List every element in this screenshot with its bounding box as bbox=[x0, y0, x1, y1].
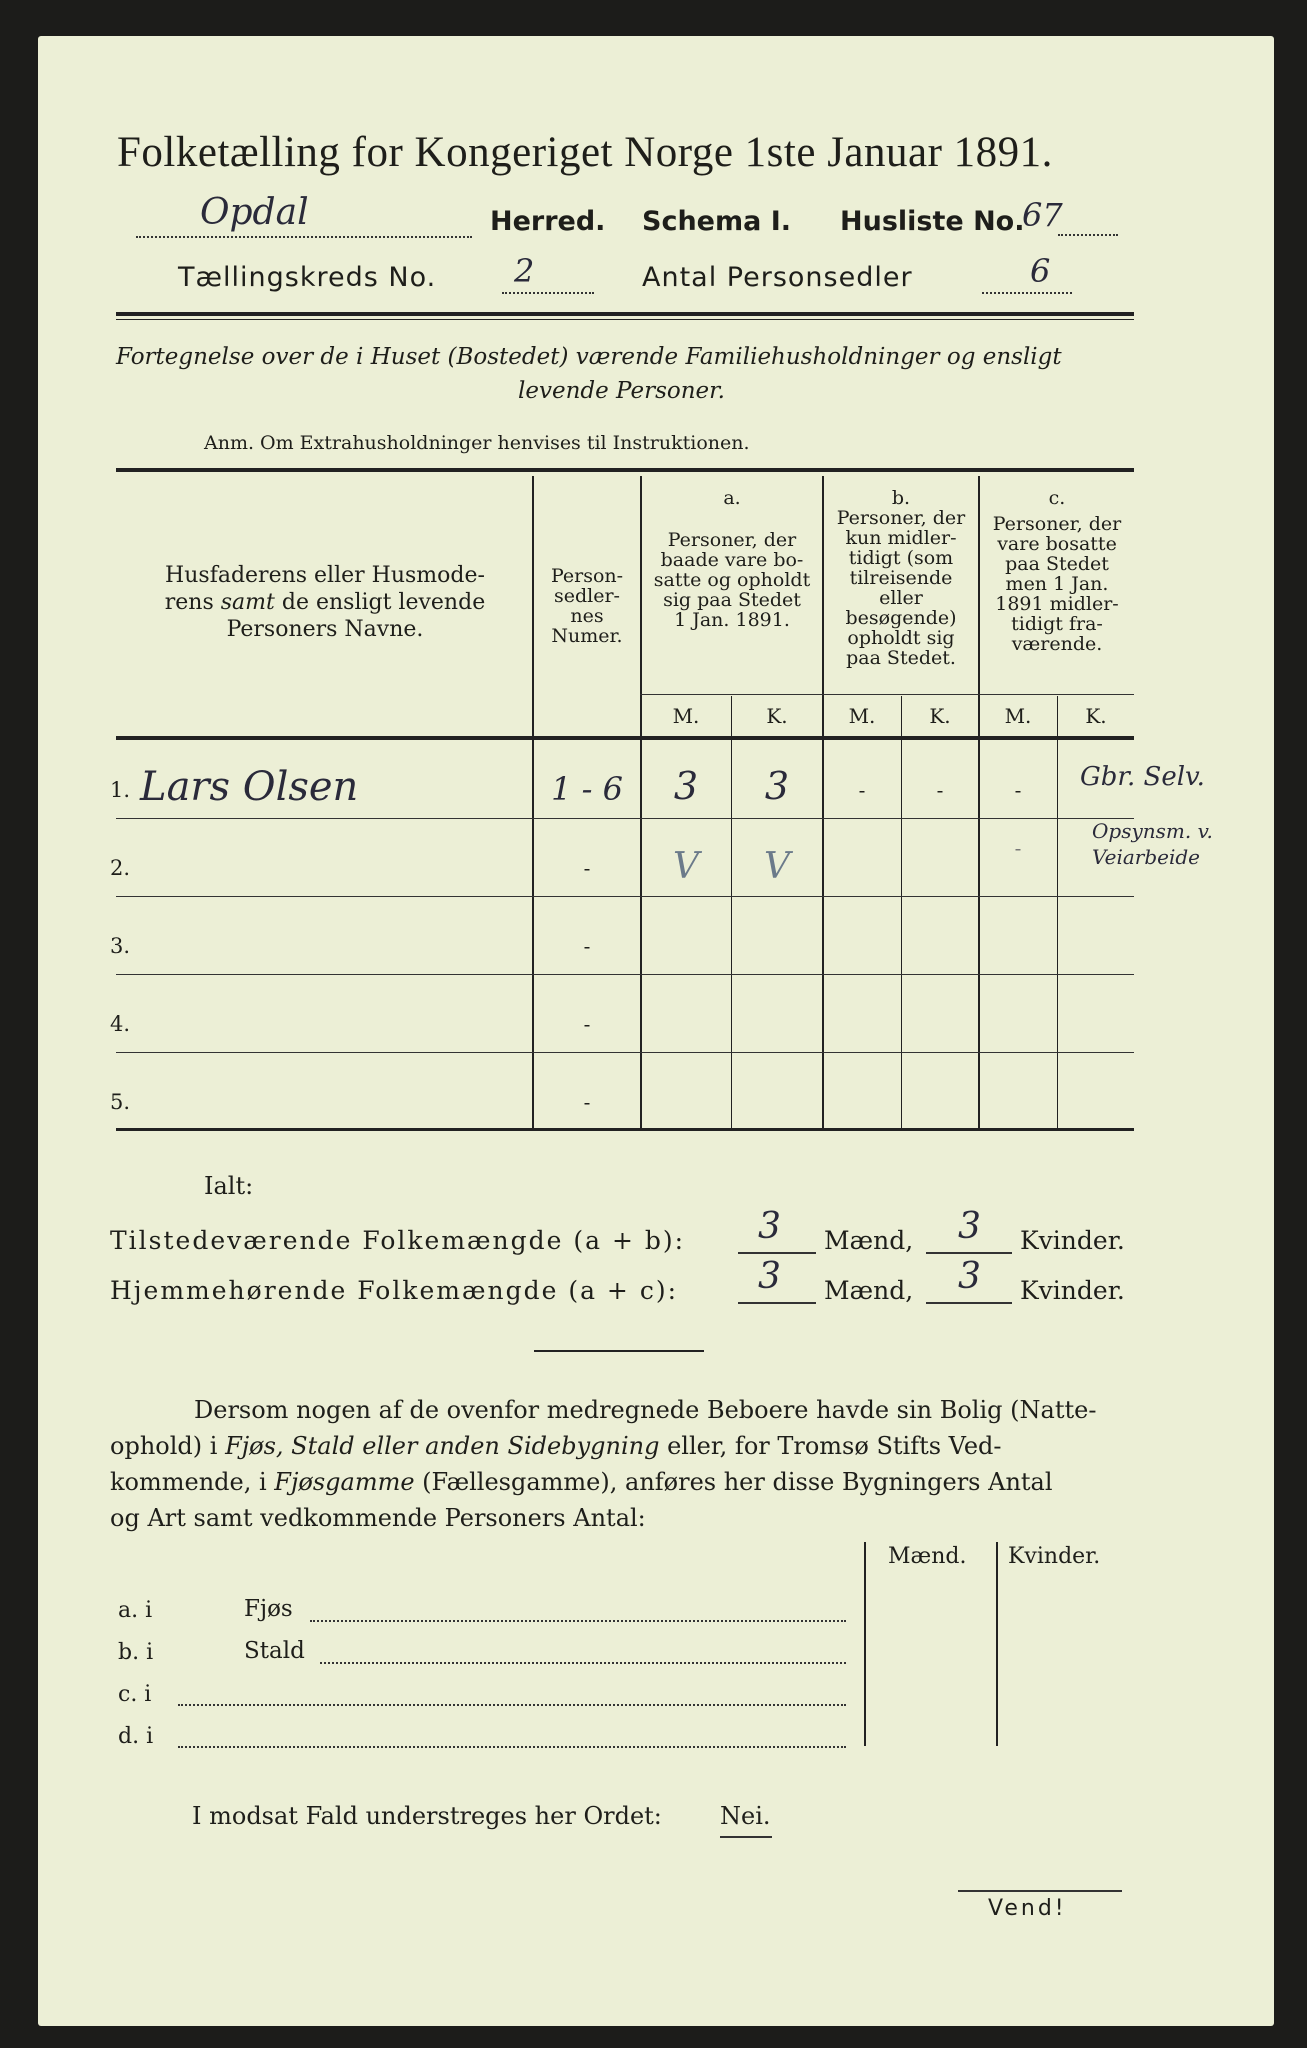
hjemme-label: Hjemmehørende Folkemængde (a + c): bbox=[110, 1276, 678, 1305]
schema-label: Schema I. bbox=[642, 206, 792, 237]
col-divider-a-mk bbox=[731, 696, 732, 1128]
table-top-rule bbox=[116, 468, 1134, 472]
antal-label: Antal Personsedler bbox=[642, 262, 913, 293]
bolig-line1: Dersom nogen af de ovenfor medregnede Beboere havde sin Bolig (Natte- bbox=[194, 1396, 1097, 1424]
row-rule-1 bbox=[116, 818, 1134, 819]
bolig-item-b-label: Stald bbox=[244, 1638, 305, 1664]
header-c-m: M. bbox=[1004, 704, 1032, 728]
bolig-divider-2 bbox=[996, 1542, 998, 1746]
hjemme-maend-label: Mænd, bbox=[824, 1276, 914, 1305]
bolig-item-d-letter: d. i bbox=[118, 1724, 154, 1749]
bolig-line3: kommende, i Fjøsgamme (Fællesgamme), anføres her disse Bygningers Antal bbox=[110, 1468, 1053, 1496]
row-3-num: - bbox=[583, 934, 591, 958]
bolig-item-c-letter: c. i bbox=[118, 1682, 152, 1707]
tilstede-kvinder-line bbox=[926, 1252, 1012, 1254]
row-5-number: 5. bbox=[110, 1090, 131, 1114]
intro-line1: Fortegnelse over de i Huset (Bostedet) værende Familiehusholdninger og ensligt bbox=[116, 344, 1062, 370]
row-4-number: 4. bbox=[110, 1012, 131, 1036]
row-1-b-m: - bbox=[858, 778, 866, 802]
tilstede-maend-value: 3 bbox=[758, 1206, 781, 1247]
row-1-a-k: 3 bbox=[764, 764, 790, 808]
row-1-name: Lars Olsen bbox=[140, 764, 359, 810]
form-title: Folketælling for Kongeriget Norge 1ste Januar 1891. bbox=[117, 129, 1053, 176]
bolig-line4: og Art samt vedkommende Personers Antal: bbox=[110, 1504, 646, 1532]
row-rule-3 bbox=[116, 974, 1134, 975]
section-divider bbox=[534, 1350, 704, 1352]
bolig-item-a-letter: a. i bbox=[118, 1598, 153, 1623]
ialt-label: Ialt: bbox=[204, 1172, 254, 1200]
husliste-value: 67 bbox=[1022, 196, 1063, 234]
row-1-c-m: - bbox=[1014, 778, 1022, 802]
bolig-item-a-dots bbox=[310, 1616, 846, 1622]
header-col-a: a. Personer, der baade vare bo- satte og opholdt sig paa Stedet 1 Jan. 1891. bbox=[653, 487, 811, 631]
header-b-k: K. bbox=[929, 704, 951, 728]
col-divider-b-mk bbox=[901, 696, 902, 1128]
husliste-label: Husliste No. bbox=[840, 206, 1025, 237]
col-divider-c-mk bbox=[1057, 696, 1058, 1128]
row-4-num: - bbox=[583, 1012, 591, 1036]
header-a-k: K. bbox=[766, 704, 788, 728]
table-header-rule bbox=[116, 736, 1134, 740]
row-1-num: 1 - 6 bbox=[551, 770, 623, 808]
bolig-maend-header: Mænd. bbox=[888, 1544, 967, 1569]
tilstede-maend-line bbox=[738, 1252, 816, 1254]
row-1-a-m: 3 bbox=[673, 764, 699, 808]
kreds-dotted-line bbox=[502, 286, 594, 294]
vend-label: Vend! bbox=[988, 1896, 1067, 1921]
row-3-number: 3. bbox=[110, 934, 131, 958]
bolig-line2: ophold) i Fjøs, Stald eller anden Sidebygning eller, for Tromsø Stifts Ved- bbox=[110, 1432, 1002, 1460]
modsat-label: I modsat Fald understreges her Ordet: bbox=[192, 1802, 662, 1830]
hjemme-kvinder-label: Kvinder. bbox=[1020, 1276, 1125, 1305]
header-col-b: b. Personer, der kun midler- tidigt (som tilreisende eller besøgende) opholdt sig paa Stedet. bbox=[836, 487, 966, 669]
census-form bbox=[38, 36, 1274, 2026]
herred-label: Herred. bbox=[490, 206, 606, 237]
row-rule-4 bbox=[116, 1052, 1134, 1053]
row-2-num: - bbox=[583, 856, 591, 880]
nei-word: Nei. bbox=[720, 1802, 771, 1830]
tilstede-kvinder-value: 3 bbox=[958, 1206, 981, 1247]
kreds-value: 2 bbox=[514, 252, 535, 290]
hjemme-kvinder-value: 3 bbox=[958, 1256, 981, 1297]
bolig-item-b-dots bbox=[320, 1658, 846, 1664]
header-c-k: K. bbox=[1085, 704, 1107, 728]
tilstede-maend-label: Mænd, bbox=[824, 1226, 914, 1255]
bolig-item-d-dots bbox=[178, 1742, 846, 1748]
row-2-note: Opsynsm. v. Veiarbeide bbox=[1092, 819, 1213, 869]
bolig-item-c-dots bbox=[178, 1700, 846, 1706]
row-2-a-m: V bbox=[673, 846, 699, 887]
row-2-number: 2. bbox=[110, 856, 131, 880]
header-num-col: Person- sedler- nes Numer. bbox=[550, 565, 624, 647]
husliste-dotted-line bbox=[1058, 228, 1118, 236]
header-rule bbox=[116, 312, 1134, 316]
antal-value: 6 bbox=[1030, 252, 1051, 290]
intro-line2: levende Personer. bbox=[518, 378, 725, 404]
row-2-c-m: - bbox=[1014, 836, 1022, 860]
table-bottom-rule bbox=[116, 1128, 1134, 1131]
row-rule-2 bbox=[116, 896, 1134, 897]
row-1-number: 1. bbox=[110, 778, 131, 802]
bolig-item-a-label: Fjøs bbox=[244, 1596, 293, 1622]
header-col-c: c. Personer, der vare bosatte paa Stedet men 1 Jan. 1891 midler- tidigt fra- værende. bbox=[992, 487, 1122, 655]
bolig-divider-1 bbox=[864, 1542, 866, 1746]
bolig-item-b-letter: b. i bbox=[118, 1640, 154, 1665]
row-2-a-k: V bbox=[764, 846, 790, 887]
bolig-kvinder-header: Kvinder. bbox=[1008, 1544, 1101, 1569]
header-rule-thin bbox=[116, 319, 1134, 320]
tilstede-label: Tilstedeværende Folkemængde (a + b): bbox=[110, 1226, 686, 1255]
hjemme-kvinder-line bbox=[926, 1302, 1012, 1304]
herred-value: Opdal bbox=[200, 192, 309, 233]
row-1-b-k: - bbox=[936, 778, 944, 802]
nei-underline bbox=[720, 1836, 772, 1838]
mk-header-rule bbox=[640, 694, 1134, 695]
header-b-m: M. bbox=[848, 704, 876, 728]
header-a-m: M. bbox=[672, 704, 700, 728]
hjemme-maend-value: 3 bbox=[758, 1256, 781, 1297]
vend-rule bbox=[958, 1890, 1122, 1892]
header-name-col: Husfaderens eller Husmode- rens samt de ensligt levende Personers Navne. bbox=[164, 563, 486, 642]
anm-note: Anm. Om Extrahusholdninger henvises til Instruktionen. bbox=[204, 432, 750, 454]
row-1-note: Gbr. Selv. bbox=[1080, 762, 1205, 792]
kreds-label: Tællingskreds No. bbox=[178, 262, 437, 293]
antal-dotted-line bbox=[982, 286, 1072, 294]
tilstede-kvinder-label: Kvinder. bbox=[1020, 1226, 1125, 1255]
hjemme-maend-line bbox=[738, 1302, 816, 1304]
row-5-num: - bbox=[583, 1090, 591, 1114]
